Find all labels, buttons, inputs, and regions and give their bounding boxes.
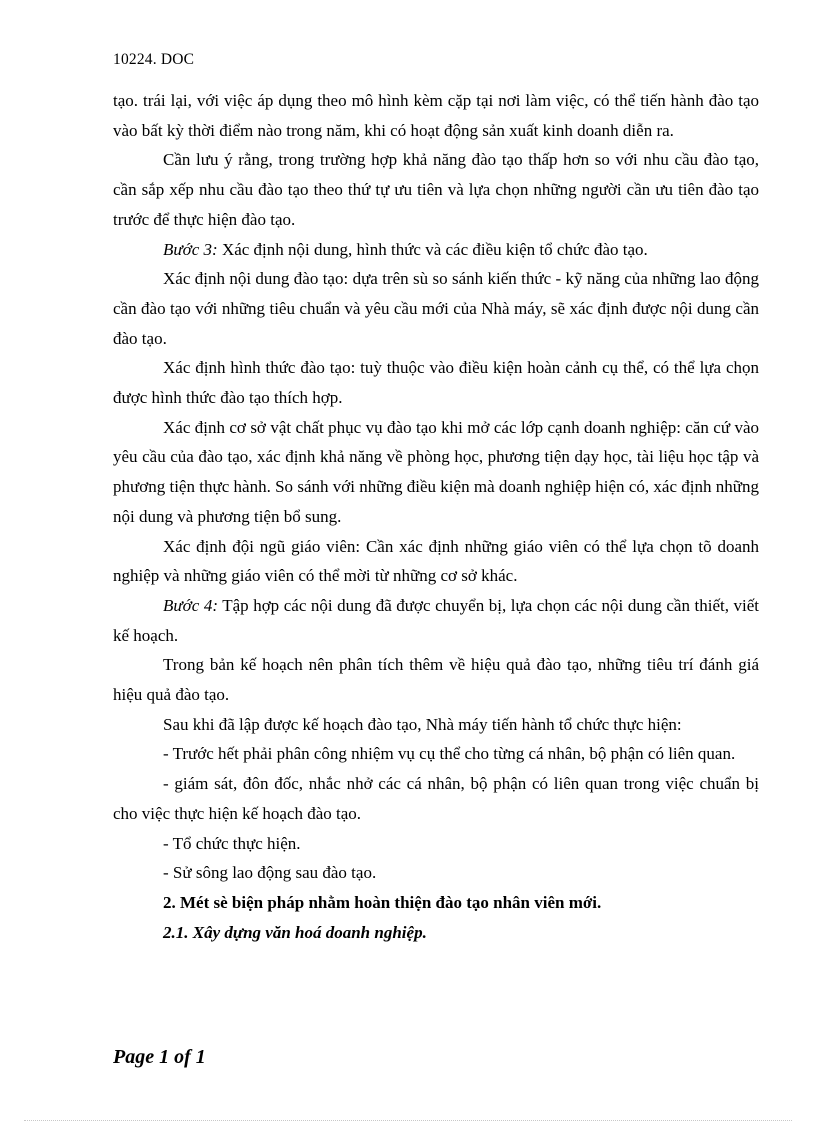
paragraph: Xác định cơ sở vật chất phục vụ đào tạo khi mở các lớp cạnh doanh nghiệp: căn cứ vào yêu cầu của đào tạo, xác định khả năng về phòng học, phương tiện dạy học, tài liệu học tập và phương tiện thực hành. So sánh với những điều kiện mà doanh nghiệp hiện có, xác định những nội dung và phương tiện bổ sung. [113, 417, 759, 526]
page-divider [24, 1120, 792, 1121]
list-item: - Tổ chức thực hiện. [163, 833, 301, 853]
paragraph: Trong bản kế hoạch nên phân tích thêm về hiệu quả đào tạo, những tiêu trí đánh giá hiệu quả đào tạo. [113, 655, 759, 705]
subsection-heading: 2.1. Xây dựng văn hoá doanh nghiệp. [163, 922, 427, 942]
step-paragraph [113, 591, 759, 650]
section-heading: 2. Mét sè biện pháp nhằm hoàn thiện đào tạo nhân viên mới. [163, 892, 602, 912]
page-number: Page 1 of 1 [113, 1046, 206, 1068]
document-body [113, 86, 759, 947]
list-item: - Trước hết phải phân công nhiệm vụ cụ thể cho từng cá nhân, bộ phận có liên quan. [163, 744, 736, 764]
step-paragraph [113, 235, 759, 265]
paragraph: Cần lưu ý rằng, trong trường hợp khả năng đào tạo thấp hơn so với nhu cầu đào tạo, cần sắp xếp nhu cầu đào tạo theo thứ tự ưu tiên và lựa chọn những người cần ưu tiên đào tạo trước để thực hiện đào tạo. [113, 150, 759, 229]
list-item: - giám sát, đôn đốc, nhắc nhở các cá nhân, bộ phận có liên quan trong việc chuẩn bị cho việc thực hiện kế hoạch đào tạo. [113, 774, 759, 823]
step-text: Tập hợp các nội dung đã được chuyển bị, lựa chọn các nội dung cần thiết, viết kế hoạch. [113, 595, 760, 645]
paragraph: tạo. trái lại, với việc áp dụng theo mô hình kèm cặp tại nơi làm việc, có thể tiến hành đào tạo vào bất kỳ thời điểm nào trong năm, khi có hoạt động sản xuất kinh doanh diễn ra. [113, 91, 759, 140]
paragraph: Xác định đội ngũ giáo viên: Cần xác định những giáo viên có thể lựa chọn tõ doanh nghiệp và những giáo viên có thể mời từ những cơ sở khác. [113, 536, 759, 586]
step-label: Bước 4: [163, 595, 218, 615]
paragraph: Xác định nội dung đào tạo: dựa trên sù so sánh kiến thức - kỹ năng của những lao động cần đào tạo với những tiêu chuẩn và yêu cầu mới của Nhà máy, sẽ xác định được nội dung cần đào tạo. [113, 269, 759, 348]
step-text: Xác định nội dung, hình thức và các điều kiện tổ chức đào tạo. [217, 239, 648, 259]
step-label: Bước 3: [163, 239, 218, 259]
document-filename: 10224. DOC [113, 51, 195, 68]
paragraph: Xác định hình thức đào tạo: tuỳ thuộc vào điều kiện hoàn cảnh cụ thể, có thể lựa chọn được hình thức đào tạo thích hợp. [113, 358, 759, 408]
list-item: - Sử sông lao động sau đào tạo. [163, 863, 377, 883]
paragraph: Sau khi đã lập được kế hoạch đào tạo, Nhà máy tiến hành tổ chức thực hiện: [163, 714, 682, 734]
